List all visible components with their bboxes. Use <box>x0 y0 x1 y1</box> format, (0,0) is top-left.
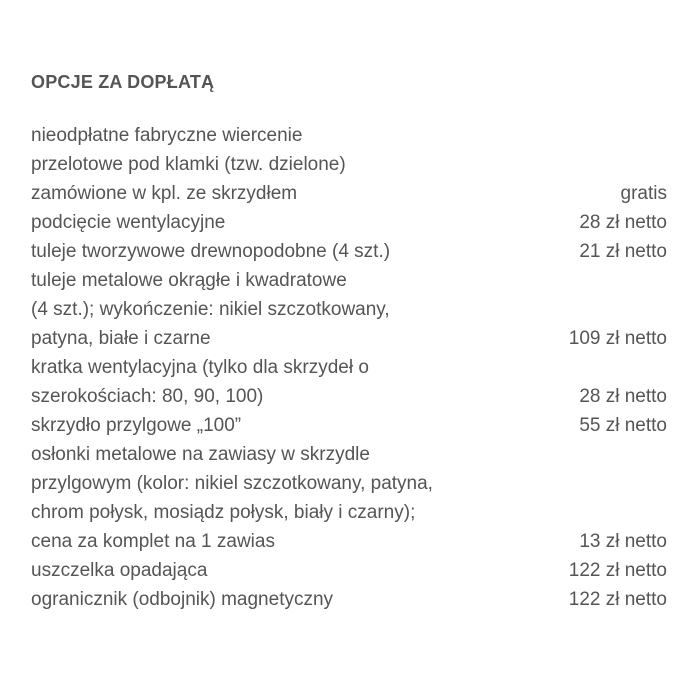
option-description <box>31 411 241 440</box>
option-description-line: chrom połysk, mosiądz połysk, biały i czarny); <box>31 502 416 523</box>
option-description-line: (4 szt.); wykończenie: nikiel szczotkowany, <box>31 299 390 320</box>
option-description <box>31 121 346 208</box>
option-row <box>31 440 667 556</box>
option-description-line: uszczelka opadająca <box>31 560 208 581</box>
option-row <box>31 411 667 440</box>
option-description <box>31 556 207 585</box>
option-description-line: zamówione w kpl. ze skrzydłem <box>31 183 298 204</box>
option-description-line: osłonki metalowe na zawiasy w skrzydle <box>31 444 370 465</box>
options-list <box>31 121 667 614</box>
option-row <box>31 353 667 411</box>
option-price: 13 zł netto <box>579 531 667 552</box>
option-description <box>31 208 225 237</box>
option-row <box>31 208 667 237</box>
option-description <box>31 585 333 614</box>
option-description <box>31 266 390 353</box>
option-description <box>31 237 390 266</box>
option-description-line: ogranicznik (odbojnik) magnetyczny <box>31 589 334 610</box>
option-price: 21 zł netto <box>579 241 667 262</box>
option-row <box>31 585 667 614</box>
option-row <box>31 556 667 585</box>
option-price: 109 zł netto <box>568 328 667 349</box>
option-description-line: kratka wentylacyjna (tylko dla skrzydeł o <box>31 357 369 378</box>
option-row <box>31 266 667 353</box>
option-description <box>31 440 433 556</box>
extra-options-panel <box>31 68 667 614</box>
option-price: 122 zł netto <box>568 589 667 610</box>
option-price: gratis <box>620 183 667 204</box>
option-description-line: cena za komplet na 1 zawias <box>31 531 275 552</box>
option-price: 28 zł netto <box>579 212 667 233</box>
option-price: 55 zł netto <box>579 415 667 436</box>
option-price: 28 zł netto <box>579 386 667 407</box>
option-description-line: przylgowym (kolor: nikiel szczotkowany, patyna, <box>31 473 433 494</box>
option-row <box>31 121 667 208</box>
option-description-line: tuleje metalowe okrągłe i kwadratowe <box>31 270 347 291</box>
option-description <box>31 353 369 411</box>
option-description-line: szerokościach: 80, 90, 100) <box>31 386 264 407</box>
option-description-line: patyna, białe i czarne <box>31 328 211 349</box>
option-description-line: przelotowe pod klamki (tzw. dzielone) <box>31 154 346 175</box>
option-description-line: tuleje tworzywowe drewnopodobne (4 szt.) <box>31 241 391 262</box>
section-title: OPCJE ZA DOPŁATĄ <box>31 72 215 92</box>
option-description-line: skrzydło przylgowe „100” <box>31 415 242 436</box>
option-description-line: podcięcie wentylacyjne <box>31 212 226 233</box>
option-price: 122 zł netto <box>568 560 667 581</box>
option-row <box>31 237 667 266</box>
option-description-line: nieodpłatne fabryczne wiercenie <box>31 125 303 146</box>
